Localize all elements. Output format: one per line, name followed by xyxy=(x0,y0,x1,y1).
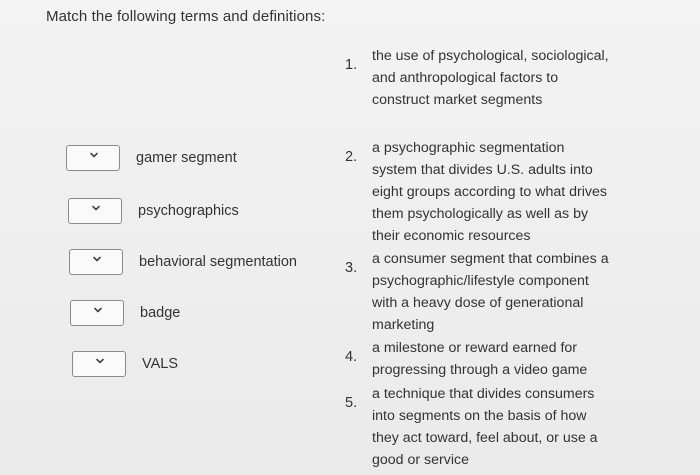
term-1-select[interactable] xyxy=(66,145,120,171)
term-row xyxy=(70,298,180,328)
term-row xyxy=(69,247,297,277)
definition-number: 2. xyxy=(345,149,358,165)
definition-number: 3. xyxy=(345,260,358,276)
chevron-down-icon xyxy=(91,253,103,265)
chevron-down-icon xyxy=(90,202,102,214)
term-label: behavioral segmentation xyxy=(139,254,297,270)
chevron-down-icon xyxy=(94,355,106,367)
definition-text: a milestone or reward earned for progressing through a video game xyxy=(372,340,588,378)
definition-number: 5. xyxy=(345,395,358,411)
definition-text: a technique that divides consumers into segments on the basis of how they act toward, feel about, or use a good or service xyxy=(372,386,598,468)
definition-number: 4. xyxy=(345,349,358,365)
term-label: badge xyxy=(140,305,181,321)
term-label: VALS xyxy=(142,356,179,372)
definition-text: a consumer segment that combines a psychographic/lifestyle component with a heavy dose of generational marketing xyxy=(372,251,609,333)
term-5-select[interactable] xyxy=(72,351,126,377)
term-4-select[interactable] xyxy=(70,300,124,326)
term-label: psychographics xyxy=(138,203,239,219)
term-row xyxy=(72,349,178,379)
definition-text: the use of psychological, sociological, and anthropological factors to construct market segments xyxy=(372,48,609,108)
term-3-select[interactable] xyxy=(69,249,123,275)
term-2-select[interactable] xyxy=(68,198,122,224)
term-label: gamer segment xyxy=(136,150,237,166)
term-row xyxy=(66,143,237,173)
term-row xyxy=(68,196,239,226)
question-instruction: Match the following terms and definitions: xyxy=(46,8,326,25)
chevron-down-icon xyxy=(88,149,100,161)
chevron-down-icon xyxy=(92,304,104,316)
definition-text: a psychographic segmentation system that divides U.S. adults into eight groups according to what drives them psychologically as well as by their economic resources xyxy=(372,140,608,244)
definition-number: 1. xyxy=(345,57,358,73)
